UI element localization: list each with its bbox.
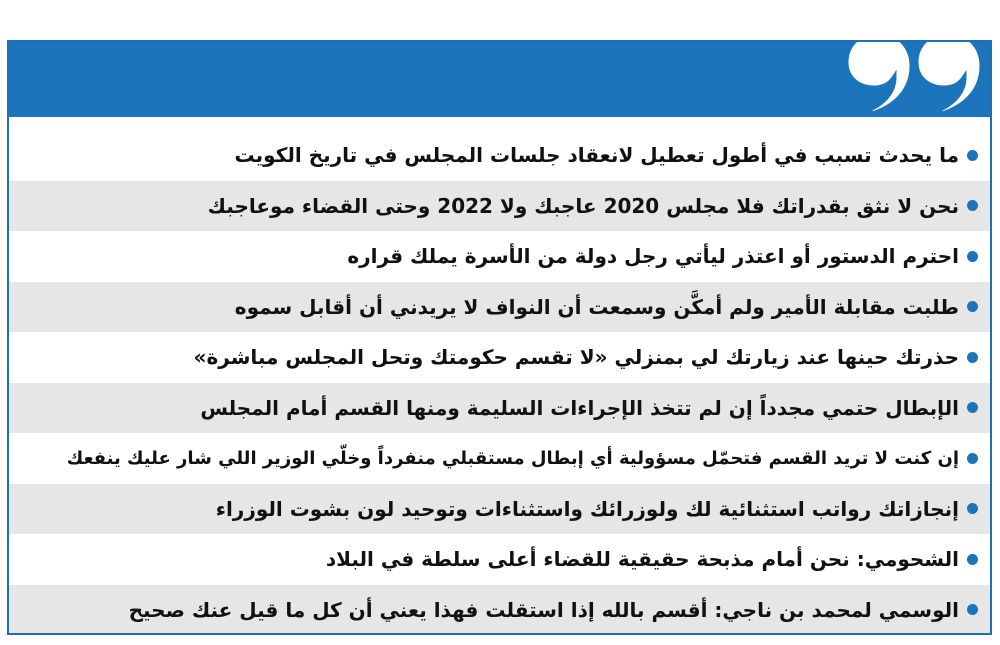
bullet-icon: [967, 453, 978, 464]
closing-quotation-mark-icon: [838, 40, 918, 118]
list-item: [9, 484, 990, 535]
list-item-text: احترم الدستور أو اعتذر ليأتي رجل دولة من الأسرة يملك قراره: [347, 244, 959, 269]
list-item: [9, 130, 990, 181]
bullet-icon: [967, 352, 978, 363]
list-item: [9, 181, 990, 232]
bullet-icon: [967, 503, 978, 514]
bullet-icon: [967, 604, 978, 615]
list-item-text: حذرتك حينها عند زيارتك لي بمنزلي «لا تقسم حكومتك وتحل المجلس مباشرة»: [193, 345, 959, 370]
list-item: [9, 332, 990, 383]
list-item-text: الإبطال حتمي مجدداً إن لم تتخذ الإجراءات السليمة ومنها القسم أمام المجلس: [200, 395, 959, 420]
list-item-text: طلبت مقابلة الأمير ولم أمكَّن وسمعت أن النواف لا يريدني أن أقابل سموه: [234, 294, 959, 319]
list-item: [9, 231, 990, 282]
bullet-icon: [967, 402, 978, 413]
list-item: [9, 433, 990, 484]
quote-list: [9, 130, 990, 635]
list-item: [9, 282, 990, 333]
list-item-text: نحن لا نثق بقدراتك فلا مجلس 2020 عاجبك ولا 2022 وحتى القضاء موعاجبك: [207, 193, 959, 218]
list-item-text: إن كنت لا تريد القسم فتحمّل مسؤولية أي إبطال مستقبلي منفرداً وخلّي الوزير اللي شار عليك ينفعك: [66, 447, 959, 469]
header-band: [9, 42, 990, 117]
quotes-panel: [7, 40, 992, 635]
bullet-icon: [967, 301, 978, 312]
bullet-icon: [967, 251, 978, 262]
list-item: [9, 585, 990, 636]
list-item: [9, 383, 990, 434]
bullet-icon: [967, 554, 978, 565]
bullet-icon: [967, 200, 978, 211]
list-item-text: إنجازاتك رواتب استثنائية لك ولوزرائك واستثناءات وتوحيد لون بشوت الوزراء: [215, 496, 959, 521]
list-item-text: الشحومي: نحن أمام مذبحة حقيقية للقضاء أعلى سلطة في البلاد: [325, 547, 959, 572]
bullet-icon: [967, 150, 978, 161]
closing-quotation-mark-icon: [908, 40, 988, 118]
list-item-text: ما يحدث تسبب في أطول تعطيل لانعقاد جلسات المجلس في تاريخ الكويت: [234, 143, 959, 168]
list-item-text: الوسمي لمحمد بن ناجي: أقسم بالله إذا استقلت فهذا يعني أن كل ما قيل عنك صحيح: [128, 597, 959, 622]
list-item: [9, 534, 990, 585]
